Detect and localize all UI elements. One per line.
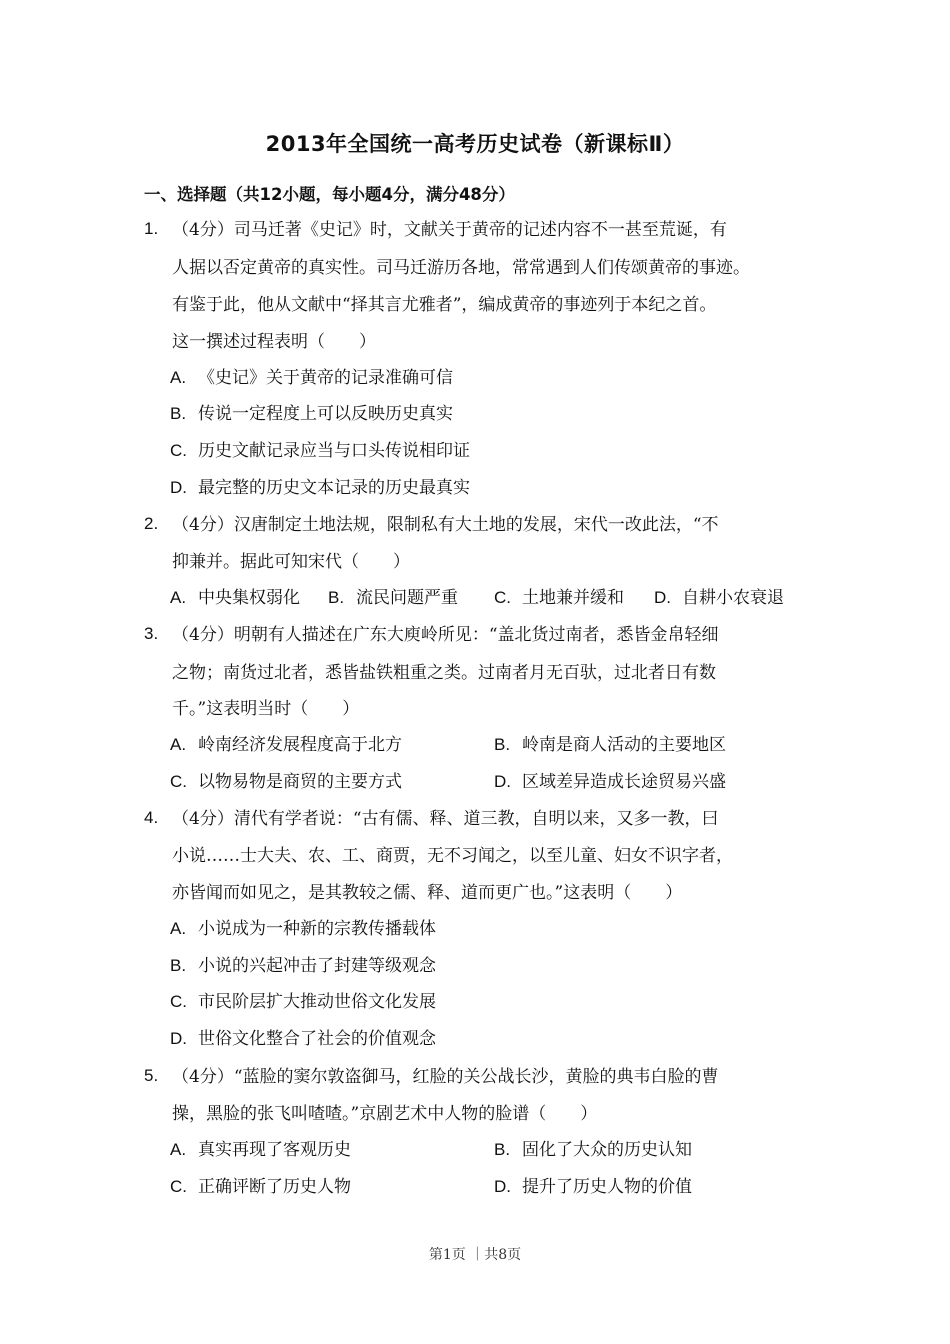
option-b (328, 587, 458, 609)
question-text-line: 抑兼并。据此可知宋代（ ） (172, 552, 410, 572)
option-a (170, 1139, 351, 1161)
option-text: 《史记》关于黄帝的记录准确可信 (198, 368, 453, 388)
option-c (494, 587, 624, 609)
option-b (494, 734, 726, 756)
question-text-line: （4分）清代有学者说：“古有儒、释、道三教，自明以来，又多一教，曰 (172, 809, 719, 829)
option-label: A. (170, 735, 187, 754)
page-footer: 第1页 ｜共8页 (428, 1247, 522, 1263)
option-a (170, 918, 436, 940)
question-text-line: 千。”这表明当时（ ） (172, 699, 360, 719)
option-label: B. (170, 956, 187, 975)
option-label: D. (170, 1029, 187, 1048)
option-c (170, 771, 402, 793)
option-text: 岭南是商人活动的主要地区 (522, 735, 726, 755)
option-a (170, 587, 300, 609)
option-label: A. (170, 588, 187, 607)
option-c (170, 1176, 351, 1198)
option-label: D. (494, 1177, 511, 1196)
option-label: A. (170, 1140, 187, 1159)
option-text: 市民阶层扩大推动世俗文化发展 (198, 992, 436, 1012)
option-label: A. (170, 368, 187, 387)
option-text: 区域差异造成长途贸易兴盛 (522, 772, 726, 792)
option-d (170, 477, 470, 499)
question-text-line: 这一撰述过程表明（ ） (172, 332, 376, 352)
option-c (170, 440, 470, 462)
section-heading: 一、选择题（共12小题，每小题4分，满分48分） (144, 185, 515, 204)
option-text: 提升了历史人物的价值 (522, 1177, 692, 1197)
option-label: C. (170, 1177, 187, 1196)
option-text: 传说一定程度上可以反映历史真实 (198, 404, 453, 424)
question-text-line: 有鉴于此，他从文献中“择其言尤雅者”，编成黄帝的事迹列于本纪之首。 (172, 295, 717, 315)
question-number: 3. (144, 624, 159, 643)
option-b (170, 955, 436, 977)
option-label: B. (494, 1140, 511, 1159)
option-label: A. (170, 919, 187, 938)
option-label: B. (494, 735, 511, 754)
option-d (494, 1176, 692, 1198)
question-text-line: 人据以否定黄帝的真实性。司马迁游历各地，常常遇到人们传颂黄帝的事迹。 (172, 258, 750, 278)
option-text: 中央集权弱化 (198, 588, 300, 608)
option-text: 历史文献记录应当与口头传说相印证 (198, 441, 470, 461)
option-text: 小说成为一种新的宗教传播载体 (198, 919, 436, 939)
question-text-line: 小说……士大夫、农、工、商贾，无不习闻之，以至儿童、妇女不识字者， (172, 846, 733, 866)
option-text: 世俗文化整合了社会的价值观念 (198, 1029, 436, 1049)
option-c (170, 991, 436, 1013)
question-text-line: （4分）“蓝脸的窦尔敦盗御马，红脸的关公战长沙，黄脸的典韦白脸的曹 (172, 1067, 719, 1087)
option-text: 以物易物是商贸的主要方式 (198, 772, 402, 792)
question-text-line: 亦皆闻而如见之，是其教较之儒、释、道而更广也。”这表明（ ） (172, 883, 683, 903)
question-text-line: （4分）明朝有人描述在广东大庾岭所见：“盖北货过南者，悉皆金帛轻细 (172, 625, 719, 645)
option-label: B. (328, 588, 345, 607)
page-title: 2013年全国统一高考历史试卷（新课标Ⅱ） (265, 132, 685, 156)
question-text-line: （4分）汉唐制定土地法规，限制私有大土地的发展，宋代一改此法，“不 (172, 515, 719, 535)
option-label: C. (494, 588, 511, 607)
option-label: C. (170, 441, 187, 460)
question-text-line: 操，黑脸的张飞叫喳喳。”京剧艺术中人物的脸谱（ ） (172, 1104, 598, 1124)
option-label: C. (170, 992, 187, 1011)
option-text: 流民问题严重 (356, 588, 458, 608)
option-label: D. (170, 478, 187, 497)
option-a (170, 367, 453, 389)
option-b (494, 1139, 692, 1161)
question-text-line: （4分）司马迁著《史记》时，文献关于黄帝的记述内容不一甚至荒诞，有 (172, 220, 727, 240)
option-d (494, 771, 726, 793)
option-label: D. (494, 772, 511, 791)
option-label: D. (654, 588, 671, 607)
option-text: 最完整的历史文本记录的历史最真实 (198, 478, 470, 498)
option-text: 真实再现了客观历史 (198, 1140, 351, 1160)
option-text: 土地兼并缓和 (522, 588, 624, 608)
question-number: 4. (144, 808, 159, 827)
option-d (170, 1028, 436, 1050)
option-b (170, 403, 453, 425)
option-label: B. (170, 404, 187, 423)
question-number: 2. (144, 514, 159, 533)
question-number: 1. (144, 219, 159, 238)
option-text: 固化了大众的历史认知 (522, 1140, 692, 1160)
option-a (170, 734, 402, 756)
option-text: 小说的兴起冲击了封建等级观念 (198, 956, 436, 976)
option-d (654, 587, 784, 609)
option-text: 正确评断了历史人物 (198, 1177, 351, 1197)
option-text: 岭南经济发展程度高于北方 (198, 735, 402, 755)
option-text: 自耕小农衰退 (682, 588, 784, 608)
question-text-line: 之物；南货过北者，悉皆盐铁粗重之类。过南者月无百驮，过北者日有数 (172, 663, 716, 683)
question-number: 5. (144, 1066, 159, 1085)
option-label: C. (170, 772, 187, 791)
